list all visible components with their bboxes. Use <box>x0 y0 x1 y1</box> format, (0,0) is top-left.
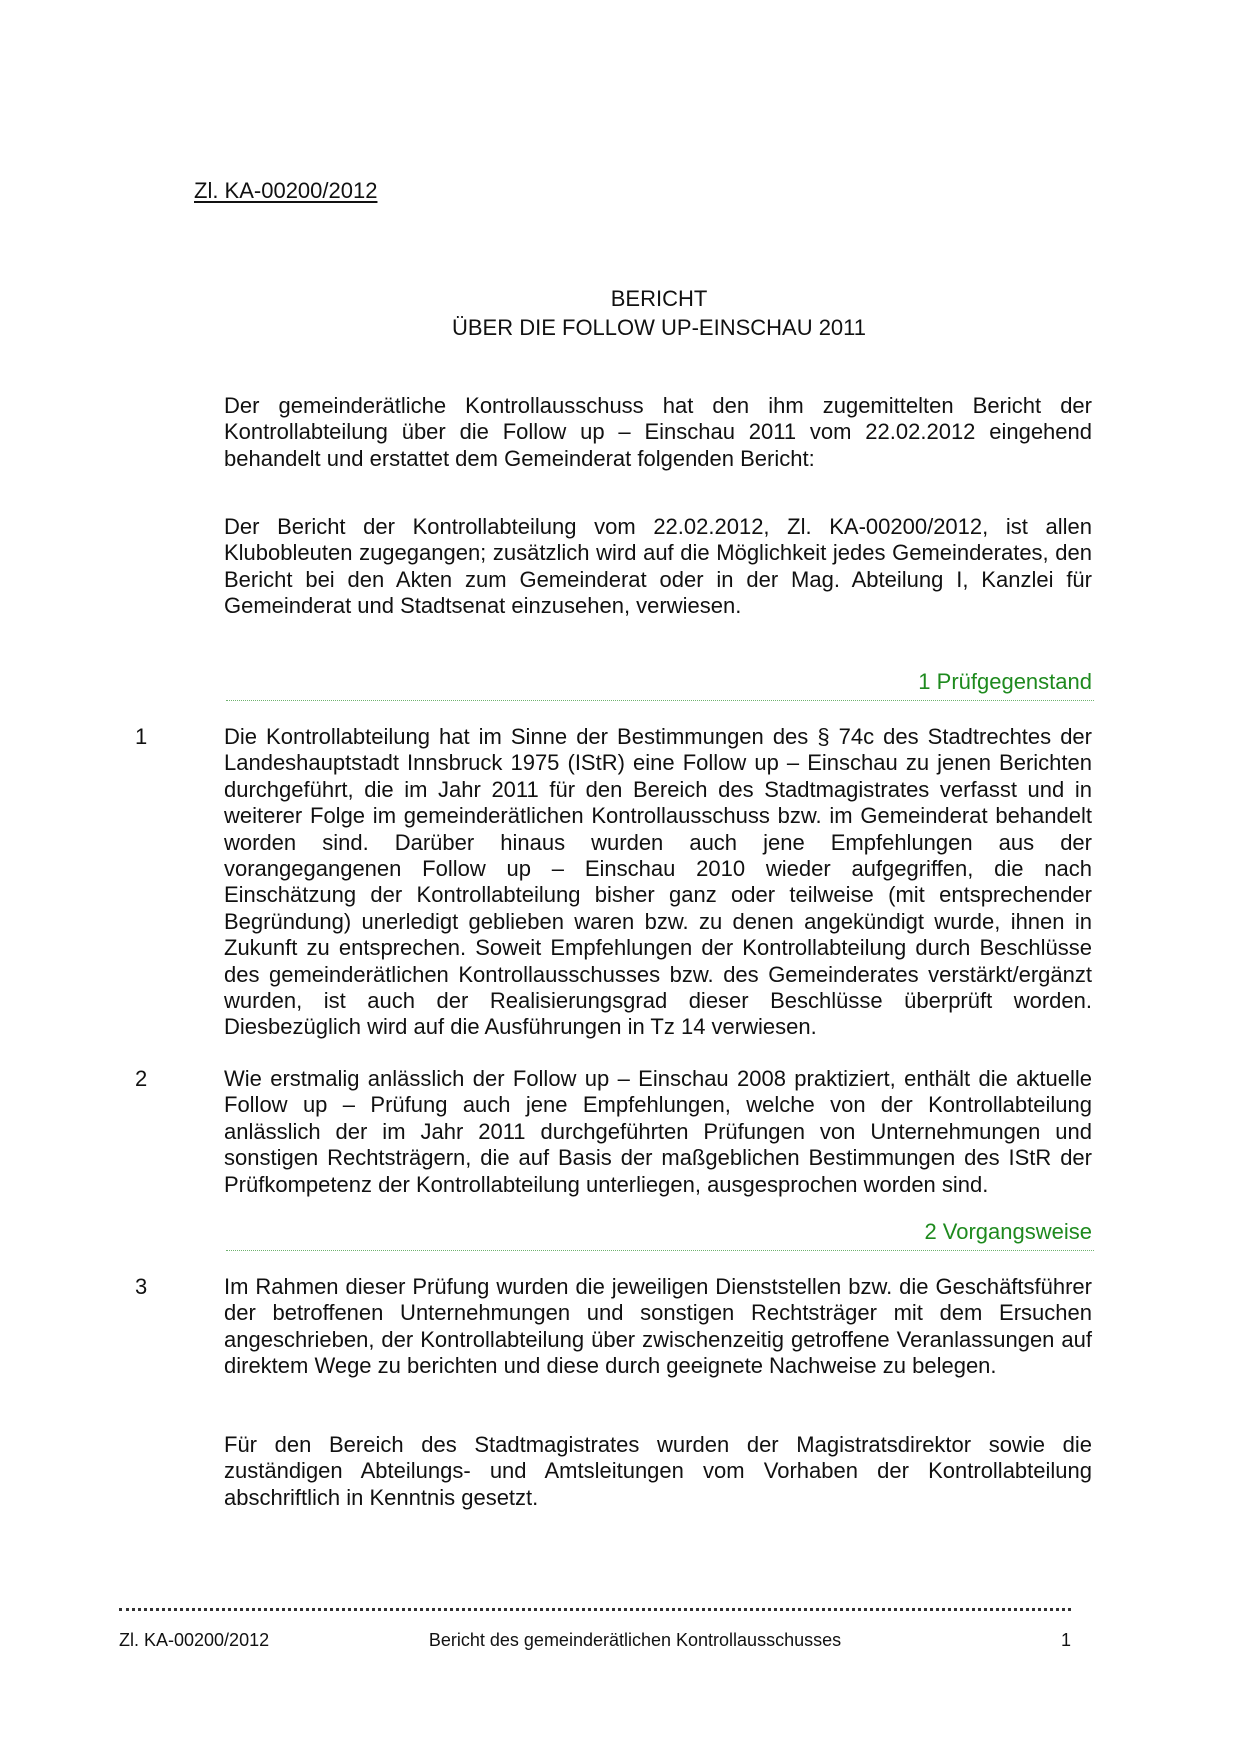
page-number: 1 <box>1060 1630 1071 1650</box>
paragraph-tz-3: Im Rahmen dieser Prüfung wurden die jeweiligen Dienststellen bzw. die Geschäftsführer der betroffenen Unternehmungen und sonstigen Rechtsträger mit dem Ersuchen angeschrieben, der Kontrollabteilung über zwischenzeitig getroffene Veranlassungen auf direktem Wege zu berichten und diese durch geeignete Nachweise zu belegen. <box>224 1274 1092 1379</box>
tz-number-1: 1 <box>135 724 148 749</box>
paragraph-tz-1: Die Kontrollabteilung hat im Sinne der Bestimmungen des § 74c des Stadtrechtes der Landeshauptstadt Innsbruck 1975 (IStR) eine Follow up – Einschau zu jenen Berichten durchgeführt, die im Jahr 2011 für den Bereich des Stadtmagistrates verfasst und in weiterer Folge im gemeinderätlichen Kontrollausschuss bzw. im Gemeinderat behandelt worden sind. Darüber hinaus wurden auch jene Empfehlungen aus der vorangegangenen Follow up – Einschau 2010 wieder aufgegriffen, die nach Einschätzung der Kontrollabteilung bisher ganz oder teilweise (mit entsprechender Begründung) unerledigt geblieben waren bzw. zu denen angekündigt wurde, ihnen in Zukunft zu entsprechen. Soweit Empfehlungen der Kontrollabteilung durch Beschlüsse des gemeinderätlichen Kontrollausschusses bzw. des Gemeinderates verstärkt/ergänzt wurden, ist auch der Realisierungsgrad dieser Beschlüsse überprüft worden. Diesbezüglich wird auf die Ausführungen in Tz 14 verwiesen. <box>224 724 1092 1040</box>
section-heading-pruefgegenstand: 1 Prüfgegenstand <box>918 669 1092 694</box>
report-title-line1: BERICHT <box>610 286 708 311</box>
report-title-line2: ÜBER DIE FOLLOW UP-EINSCHAU 2011 <box>451 315 867 340</box>
footer-reference: Zl. KA-00200/2012 <box>119 1630 270 1650</box>
document-reference: Zl. KA-00200/2012 <box>194 178 378 203</box>
paragraph-follow-on: Für den Bereich des Stadtmagistrates wurden der Magistratsdirektor sowie die zuständigen Abteilungs- und Amtsleitungen vom Vorhaben der Kontrollabteilung abschriftlich in Kenntnis gesetzt. <box>224 1432 1092 1510</box>
section-divider <box>226 700 1094 701</box>
tz-number-3: 3 <box>135 1274 148 1299</box>
intro-paragraph-1: Der gemeinderätliche Kontrollausschuss hat den ihm zugemittelten Bericht der Kontrollabteilung über die Follow up – Einschau 2011 vom 22.02.2012 eingehend behandelt und erstattet dem Gemeinderat folgenden Bericht: <box>224 393 1092 471</box>
footer-divider <box>119 1608 1071 1611</box>
tz-number-2: 2 <box>135 1066 148 1091</box>
section-heading-vorgangsweise: 2 Vorgangsweise <box>924 1219 1092 1244</box>
paragraph-tz-2: Wie erstmalig anlässlich der Follow up – Einschau 2008 praktiziert, enthält die aktuelle Follow up – Prüfung auch jene Empfehlungen, welche von der Kontrollabteilung anlässlich der im Jahr 2011 durchgeführten Prüfungen von Unternehmungen und sonstigen Rechtsträgern, die auf Basis der maßgeblichen Bestimmungen des IStR der Prüfkompetenz der Kontrollabteilung unterliegen, ausgesprochen worden sind. <box>224 1066 1092 1197</box>
section-divider <box>226 1250 1094 1251</box>
footer-title: Bericht des gemeinderätlichen Kontrollausschusses <box>428 1630 842 1650</box>
intro-paragraph-2: Der Bericht der Kontrollabteilung vom 22.02.2012, Zl. KA-00200/2012, ist allen Klubobleuten zugegangen; zusätzlich wird auf die Möglichkeit jedes Gemeinderates, den Bericht bei den Akten zum Gemeinderat oder in der Mag. Abteilung I, Kanzlei für Gemeinderat und Stadtsenat einzusehen, verwiesen. <box>224 514 1092 619</box>
